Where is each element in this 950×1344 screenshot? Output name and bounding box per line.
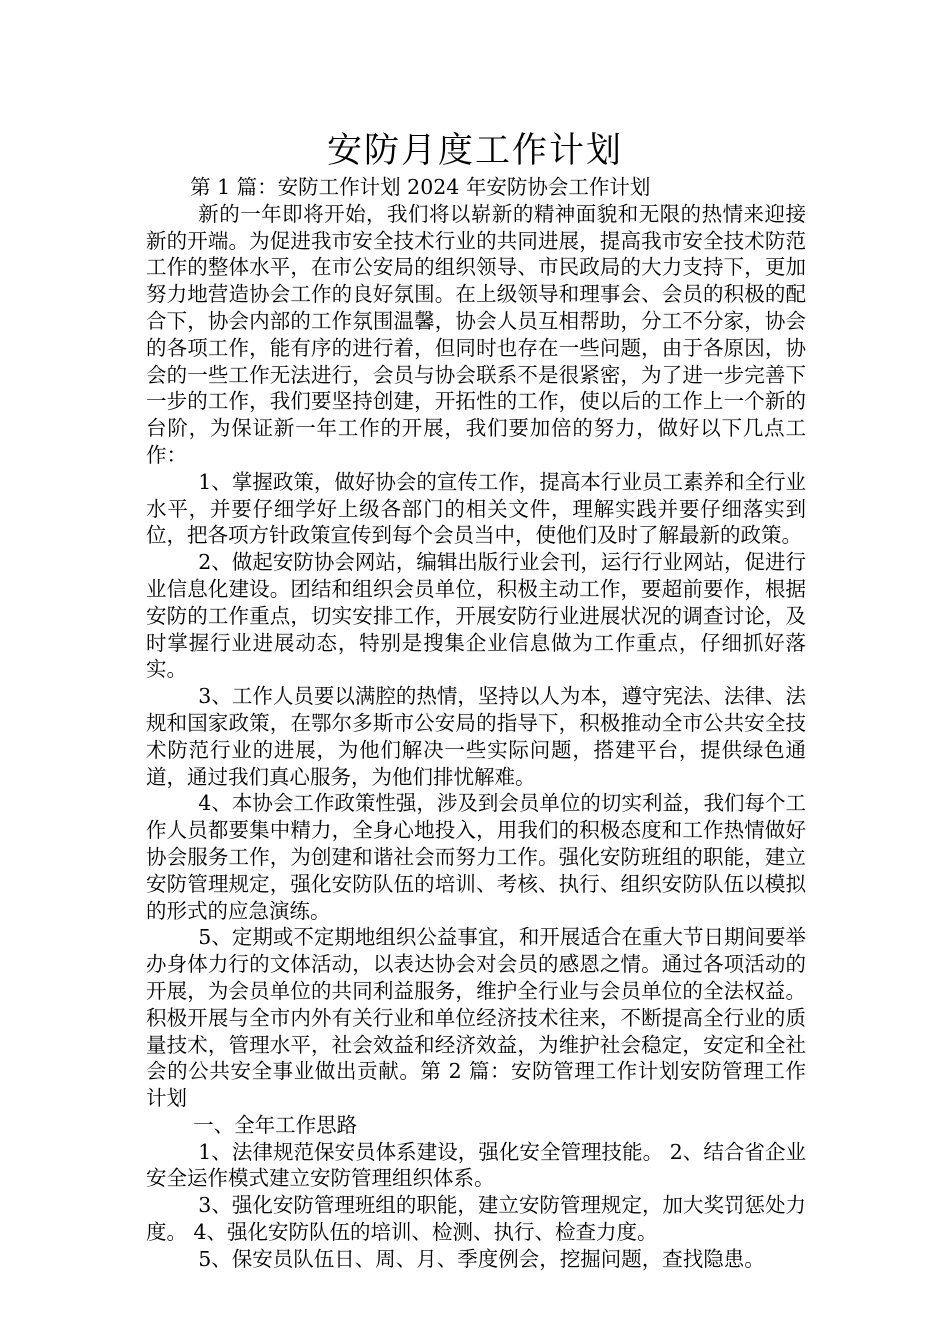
document-body <box>146 174 806 1273</box>
plan-item-3-4: 3、强化安防管理班组的职能，建立安防管理规定，加大奖罚惩处力度。 4、强化安防队伍的培训、检测、执行、检查力度。 <box>146 1193 806 1245</box>
plan-item-1-2: 1、法律规范保安员体系建设，强化安全管理技能。 2、结合省企业安全运作模式建立安防管理组织体系。 <box>146 1139 806 1191</box>
section-heading-1: 第 1 篇：安防工作计划 2024 年安防协会工作计划 <box>190 175 651 199</box>
subheading-annual-plan: 一、全年工作思路 <box>193 1112 358 1137</box>
document-title: 安防月度工作计划 <box>326 131 623 171</box>
item-paragraph-2: 2、做起安防协会网站，编辑出版行业会刊，运行行业网站，促进行业信息化建设。团结和组织会员单位，积极主动工作，要超前要作，根据安防的工作重点，切实安排工作，开展安防行业进展状况的调查讨论，及时掌握行业进展动态，特别是搜集企业信息做为工作重点，仔细抓好落实。 <box>146 550 806 682</box>
plan-item-5: 5、保安员队伍日、周、月、季度例会，挖掘问题，查找隐患。 <box>198 1246 765 1271</box>
item-paragraph-4: 4、本协会工作政策性强，涉及到会员单位的切实利益，我们每个工作人员都要集中精力，全身心地投入，用我们的积极态度和工作热情做好协会服务工作，为创建和谐社会而努力工作。强化安防班组的职能，建立安防管理规定，强化安防队伍的培训、考核、执行、组织安防队伍以模拟的形式的应急演练。 <box>146 791 806 923</box>
item-paragraph-3: 3、工作人员要以满腔的热情，坚持以人为本，遵守宪法、法律、法规和国家政策，在鄂尔多斯市公安局的指导下，积极推动全市公共安全技术防范行业的进展，为他们解决一些实际问题，搭建平台，提供绿色通道，通过我们真心服务，为他们排忧解难。 <box>146 684 806 789</box>
item-paragraph-1: 1、掌握政策，做好协会的宣传工作，提高本行业员工素养和全行业水平，并要仔细学好上级各部门的相关文件，理解实践并要仔细落实到位，把各项方针政策宣传到每个会员当中，使他们及时了解最新的政策。 <box>146 469 806 548</box>
intro-paragraph: 新的一年即将开始，我们将以崭新的精神面貌和无限的热情来迎接新的开端。为促进我市安全技术行业的共同进展，提高我市安全技术防范工作的整体水平，在市公安局的组织领导、市民政局的大力支持下，更加努力地营造协会工作的良好氛围。在上级领导和理事会、会员的积极的配合下，协会内部的工作氛围温馨，协会人员互相帮助，分工不分家，协会的各项工作，能有序的进行着，但同时也存在一些问题，由于各原因，协会的一些工作无法进行，会员与协会联系不是很紧密，为了进一步完善下一步的工作，我们要坚持创建，开拓性的工作，使以后的工作上一个新的台阶，为保证新一年工作的开展，我们要加倍的努力，做好以下几点工作： <box>146 201 806 467</box>
item-paragraph-5: 5、定期或不定期地组织公益事宜，和开展适合在重大节日期间要举办身体力行的文体活动，以表达协会对会员的感恩之情。通过各项活动的开展，为会员单位的共同利益服务，维护全行业与会员单位的全法权益。积极开展与全市内外有关行业和单位经济技术往来，不断提高全行业的质量技术，管理水平，社会效益和经济效益，为维护社会稳定，安定和全社会的公共安全事业做出贡献。第 2 篇：安防管理工作计划安防管理工作计划 <box>146 925 806 1111</box>
